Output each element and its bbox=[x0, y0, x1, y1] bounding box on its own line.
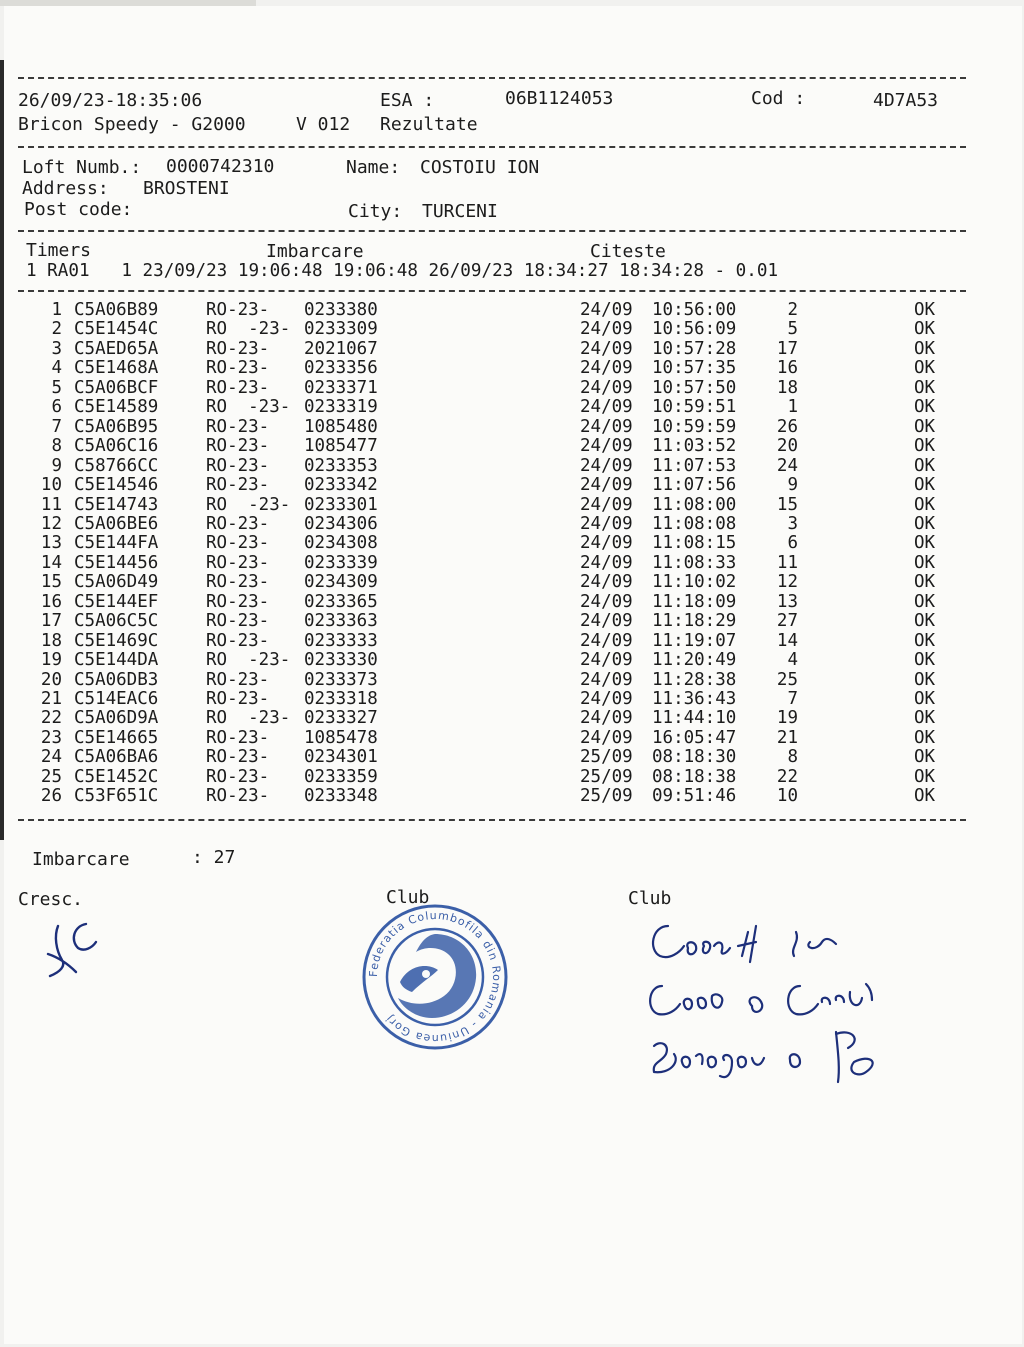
status-ok: OK bbox=[914, 708, 936, 729]
timer-line: 1 RA01 1 23/09/23 19:06:48 19:06:48 26/09/23 18:34:27 18:34:28 - 0.01 bbox=[26, 261, 779, 281]
status-ok: OK bbox=[914, 300, 936, 320]
arrival-time: 11:19:07 bbox=[652, 630, 737, 651]
arrival-date: 24/09 bbox=[580, 397, 633, 418]
row-index: 26 bbox=[40, 786, 62, 807]
club-handwritten-signature-icon bbox=[640, 912, 900, 1092]
basket-position: 15 bbox=[776, 494, 798, 515]
ring-code: C5A06BE6 bbox=[74, 513, 159, 534]
ring-number: 0233371 bbox=[304, 377, 378, 398]
ring-code: C5A06BCF bbox=[74, 377, 159, 398]
status-ok: OK bbox=[914, 494, 936, 515]
row-index: 4 bbox=[51, 358, 62, 379]
basket-position: 24 bbox=[776, 455, 798, 476]
status-ok: OK bbox=[914, 377, 936, 398]
arrival-time: 09:51:46 bbox=[652, 786, 737, 807]
divider bbox=[18, 230, 966, 232]
row-index: 25 bbox=[40, 766, 62, 787]
arrival-time: 11:36:43 bbox=[652, 689, 737, 709]
status-ok: OK bbox=[914, 591, 936, 612]
arrival-date: 24/09 bbox=[580, 300, 633, 320]
ring-code: C5E14546 bbox=[74, 475, 159, 496]
status-ok: OK bbox=[914, 572, 936, 593]
report-datetime: 26/09/23-18:35:06 bbox=[18, 90, 203, 111]
cresc-label: Cresc. bbox=[18, 889, 84, 910]
basket-position: 27 bbox=[776, 611, 798, 632]
ring-country-year: RO-23- bbox=[206, 377, 270, 398]
arrival-date: 24/09 bbox=[580, 377, 633, 398]
name-label: Name: bbox=[346, 157, 401, 178]
basket-position: 16 bbox=[776, 358, 798, 379]
ring-number: 0233339 bbox=[304, 552, 378, 573]
basket-position: 1 bbox=[787, 397, 798, 418]
loft-value: 0000742310 bbox=[166, 156, 275, 177]
esa-value: 06B1124053 bbox=[505, 88, 614, 109]
ring-code: C5A06BA6 bbox=[74, 747, 159, 768]
ring-code: C5E1469C bbox=[74, 630, 159, 651]
basket-position: 10 bbox=[776, 786, 798, 807]
row-index: 6 bbox=[51, 397, 62, 418]
ring-code: C5E1468A bbox=[74, 358, 159, 379]
arrival-time: 10:56:00 bbox=[652, 300, 737, 320]
basket-position: 21 bbox=[776, 727, 798, 748]
table-row bbox=[0, 630, 1024, 652]
arrival-time: 11:07:56 bbox=[652, 475, 737, 496]
status-ok: OK bbox=[914, 455, 936, 476]
arrival-date: 24/09 bbox=[580, 611, 633, 632]
status-ok: OK bbox=[914, 747, 936, 768]
ring-country-year: RO-23- bbox=[206, 669, 270, 690]
arrival-date: 24/09 bbox=[580, 630, 633, 651]
arrival-time: 10:59:59 bbox=[652, 416, 737, 437]
table-row bbox=[0, 788, 1024, 807]
status-ok: OK bbox=[914, 436, 936, 457]
arrival-date: 24/09 bbox=[580, 475, 633, 496]
table-row bbox=[0, 477, 1024, 496]
ring-number: 1085480 bbox=[304, 416, 378, 437]
ring-number: 0233319 bbox=[304, 397, 378, 418]
loft-label: Loft Numb.: bbox=[22, 157, 142, 178]
status-ok: OK bbox=[914, 650, 936, 671]
ring-number: 0233365 bbox=[304, 591, 378, 612]
table-row bbox=[0, 652, 1024, 671]
ring-country-year: RO-23- bbox=[206, 786, 270, 807]
arrival-time: 11:08:00 bbox=[652, 494, 737, 515]
arrival-time: 11:10:02 bbox=[652, 572, 737, 593]
ring-code: C5A06B95 bbox=[74, 416, 159, 437]
status-ok: OK bbox=[914, 338, 936, 359]
ring-country-year: RO-23- bbox=[206, 689, 270, 709]
ring-code: C514EAC6 bbox=[74, 689, 159, 709]
table-row bbox=[0, 321, 1024, 340]
ring-country-year: RO-23- bbox=[206, 475, 270, 496]
status-ok: OK bbox=[914, 416, 936, 437]
ring-country-year: RO-23- bbox=[206, 513, 270, 534]
arrival-date: 24/09 bbox=[580, 572, 633, 593]
status-ok: OK bbox=[914, 475, 936, 496]
basket-position: 9 bbox=[787, 475, 798, 496]
ring-number: 0233327 bbox=[304, 708, 378, 729]
citeste-col-label: Citeste bbox=[590, 241, 666, 262]
row-index: 23 bbox=[40, 727, 62, 748]
row-index: 17 bbox=[40, 611, 62, 632]
arrival-time: 11:03:52 bbox=[652, 436, 737, 457]
device-version: V 012 bbox=[296, 114, 351, 135]
arrival-date: 24/09 bbox=[580, 416, 633, 437]
ring-country-year: RO -23- bbox=[206, 397, 291, 418]
status-ok: OK bbox=[914, 319, 936, 340]
basket-position: 3 bbox=[787, 513, 798, 534]
arrival-date: 24/09 bbox=[580, 727, 633, 748]
basket-position: 7 bbox=[787, 689, 798, 709]
table-row bbox=[0, 669, 1024, 691]
ring-number: 0233380 bbox=[304, 300, 378, 320]
ring-country-year: RO-23- bbox=[206, 552, 270, 573]
arrival-time: 10:57:28 bbox=[652, 338, 737, 359]
divider bbox=[18, 290, 966, 292]
ring-country-year: RO-23- bbox=[206, 455, 270, 476]
ring-number: 1085478 bbox=[304, 727, 378, 748]
basket-position: 22 bbox=[776, 766, 798, 787]
arrival-date: 24/09 bbox=[580, 689, 633, 709]
table-row bbox=[0, 494, 1024, 516]
ring-number: 0234308 bbox=[304, 533, 378, 554]
scan-edge bbox=[0, 0, 256, 6]
status-ok: OK bbox=[914, 727, 936, 748]
breeder-signature-icon bbox=[40, 914, 110, 984]
ring-code: C5E14589 bbox=[74, 397, 159, 418]
imbarcare-total-label: Imbarcare bbox=[32, 849, 130, 870]
table-row bbox=[0, 613, 1024, 632]
ring-code: C5E144DA bbox=[74, 650, 159, 671]
arrival-date: 24/09 bbox=[580, 533, 633, 554]
ring-country-year: RO-23- bbox=[206, 300, 270, 320]
ring-number: 0233363 bbox=[304, 611, 378, 632]
table-row bbox=[0, 591, 1024, 613]
table-row bbox=[0, 535, 1024, 554]
row-index: 24 bbox=[40, 747, 62, 768]
status-ok: OK bbox=[914, 552, 936, 573]
status-ok: OK bbox=[914, 533, 936, 554]
arrival-date: 24/09 bbox=[580, 494, 633, 515]
ring-code: C5A06B89 bbox=[74, 300, 159, 320]
ring-number: 0234301 bbox=[304, 747, 378, 768]
arrival-date: 24/09 bbox=[580, 436, 633, 457]
arrival-date: 24/09 bbox=[580, 552, 633, 573]
ring-number: 0233301 bbox=[304, 494, 378, 515]
cod-label: Cod : bbox=[751, 88, 806, 109]
status-ok: OK bbox=[914, 689, 936, 709]
ring-code: C5A06C5C bbox=[74, 611, 159, 632]
arrival-date: 24/09 bbox=[580, 650, 633, 671]
basket-position: 26 bbox=[776, 416, 798, 437]
club-label-stamp: Club bbox=[386, 887, 430, 908]
ring-country-year: RO-23- bbox=[206, 416, 270, 437]
row-index: 18 bbox=[40, 630, 62, 651]
table-row bbox=[0, 710, 1024, 729]
arrival-time: 10:57:35 bbox=[652, 358, 737, 379]
table-row bbox=[0, 691, 1024, 710]
arrival-date: 24/09 bbox=[580, 513, 633, 534]
arrival-date: 24/09 bbox=[580, 669, 633, 690]
city-label: City: bbox=[348, 201, 403, 222]
table-row bbox=[0, 438, 1024, 457]
basket-position: 20 bbox=[776, 436, 798, 457]
name-value: COSTOIU ION bbox=[420, 157, 540, 178]
ring-code: C53F651C bbox=[74, 786, 159, 807]
ring-country-year: RO-23- bbox=[206, 436, 270, 457]
ring-number: 0233318 bbox=[304, 689, 378, 709]
status-ok: OK bbox=[914, 397, 936, 418]
arrival-date: 25/09 bbox=[580, 747, 633, 768]
basket-position: 19 bbox=[776, 708, 798, 729]
stamp-text: Federatia Columbofila din Romania - Uniunea Gorj bbox=[366, 908, 504, 1046]
row-index: 20 bbox=[40, 669, 62, 690]
ring-number: 0234309 bbox=[304, 572, 378, 593]
imbarcare-col-label: Imbarcare bbox=[266, 241, 364, 262]
row-index: 14 bbox=[40, 552, 62, 573]
basket-position: 14 bbox=[776, 630, 798, 651]
ring-code: C5A06DB3 bbox=[74, 669, 159, 690]
timers-label: Timers bbox=[26, 240, 92, 261]
postcode-label: Post code: bbox=[24, 199, 133, 220]
arrival-date: 24/09 bbox=[580, 319, 633, 340]
table-row bbox=[0, 416, 1024, 438]
ring-code: C5A06D9A bbox=[74, 708, 159, 729]
ring-country-year: RO -23- bbox=[206, 650, 291, 671]
ring-number: 2021067 bbox=[304, 338, 378, 359]
divider bbox=[18, 146, 966, 148]
arrival-date: 25/09 bbox=[580, 766, 633, 787]
ring-code: C58766CC bbox=[74, 455, 159, 476]
row-index: 8 bbox=[51, 436, 62, 457]
row-index: 5 bbox=[51, 377, 62, 398]
ring-country-year: RO-23- bbox=[206, 533, 270, 554]
ring-number: 0233373 bbox=[304, 669, 378, 690]
report-type: Rezultate bbox=[380, 114, 478, 135]
status-ok: OK bbox=[914, 786, 936, 807]
arrival-date: 24/09 bbox=[580, 358, 633, 379]
row-index: 12 bbox=[40, 513, 62, 534]
ring-code: C5E144FA bbox=[74, 533, 159, 554]
table-row bbox=[0, 727, 1024, 749]
arrival-time: 11:08:08 bbox=[652, 513, 737, 534]
table-row bbox=[0, 513, 1024, 535]
table-row bbox=[0, 455, 1024, 477]
basket-position: 8 bbox=[787, 747, 798, 768]
ring-country-year: RO-23- bbox=[206, 591, 270, 612]
ring-country-year: RO-23- bbox=[206, 358, 270, 379]
row-index: 9 bbox=[51, 455, 62, 476]
arrival-date: 25/09 bbox=[580, 786, 633, 807]
basket-position: 13 bbox=[776, 591, 798, 612]
status-ok: OK bbox=[914, 630, 936, 651]
status-ok: OK bbox=[914, 611, 936, 632]
table-row bbox=[0, 338, 1024, 360]
arrival-time: 11:07:53 bbox=[652, 455, 737, 476]
arrival-time: 11:18:29 bbox=[652, 611, 737, 632]
row-index: 22 bbox=[40, 708, 62, 729]
arrival-time: 10:59:51 bbox=[652, 397, 737, 418]
table-row bbox=[0, 377, 1024, 399]
ring-country-year: RO -23- bbox=[206, 319, 291, 340]
ring-number: 0233353 bbox=[304, 455, 378, 476]
row-index: 3 bbox=[51, 338, 62, 359]
arrival-time: 16:05:47 bbox=[652, 727, 737, 748]
device-name: Bricon Speedy - G2000 bbox=[18, 114, 246, 135]
ring-number: 0233309 bbox=[304, 319, 378, 340]
ring-code: C5E144EF bbox=[74, 591, 159, 612]
basket-position: 2 bbox=[787, 300, 798, 320]
ring-number: 0233330 bbox=[304, 650, 378, 671]
arrival-time: 08:18:30 bbox=[652, 747, 737, 768]
ring-number: 0234306 bbox=[304, 513, 378, 534]
ring-country-year: RO-23- bbox=[206, 747, 270, 768]
club-label-signature: Club bbox=[628, 888, 672, 909]
table-row bbox=[0, 302, 1024, 321]
basket-position: 5 bbox=[787, 319, 798, 340]
ring-number: 0233333 bbox=[304, 630, 378, 651]
row-index: 16 bbox=[40, 591, 62, 612]
row-index: 10 bbox=[40, 475, 62, 496]
basket-position: 12 bbox=[776, 572, 798, 593]
table-row bbox=[0, 360, 1024, 379]
arrival-time: 11:08:15 bbox=[652, 533, 737, 554]
ring-number: 0233342 bbox=[304, 475, 378, 496]
row-index: 15 bbox=[40, 572, 62, 593]
city-value: TURCENI bbox=[422, 201, 498, 222]
ring-code: C5E14743 bbox=[74, 494, 159, 515]
ring-number: 0233356 bbox=[304, 358, 378, 379]
status-ok: OK bbox=[914, 513, 936, 534]
cod-value: 4D7A53 bbox=[873, 90, 939, 111]
basket-position: 11 bbox=[776, 552, 798, 573]
ring-country-year: RO -23- bbox=[206, 494, 291, 515]
club-stamp-icon bbox=[360, 902, 510, 1052]
table-row bbox=[0, 574, 1024, 593]
status-ok: OK bbox=[914, 358, 936, 379]
table-row bbox=[0, 552, 1024, 574]
divider bbox=[18, 819, 966, 821]
ring-number: 1085477 bbox=[304, 436, 378, 457]
basket-position: 17 bbox=[776, 338, 798, 359]
arrival-time: 11:18:09 bbox=[652, 591, 737, 612]
divider bbox=[18, 77, 966, 79]
esa-label: ESA : bbox=[380, 90, 435, 111]
ring-country-year: RO-23- bbox=[206, 611, 270, 632]
ring-code: C5E14665 bbox=[74, 727, 159, 748]
arrival-date: 24/09 bbox=[580, 455, 633, 476]
row-index: 13 bbox=[40, 533, 62, 554]
address-label: Address: bbox=[22, 178, 109, 199]
table-row bbox=[0, 399, 1024, 418]
table-row bbox=[0, 749, 1024, 768]
ring-code: C5E14456 bbox=[74, 552, 159, 573]
basket-position: 25 bbox=[776, 669, 798, 690]
ring-country-year: RO -23- bbox=[206, 708, 291, 729]
row-index: 1 bbox=[51, 300, 62, 320]
ring-number: 0233359 bbox=[304, 766, 378, 787]
ring-code: C5E1452C bbox=[74, 766, 159, 787]
row-index: 7 bbox=[51, 416, 62, 437]
ring-country-year: RO-23- bbox=[206, 630, 270, 651]
ring-code: C5E1454C bbox=[74, 319, 159, 340]
ring-code: C5A06C16 bbox=[74, 436, 159, 457]
basket-position: 4 bbox=[787, 650, 798, 671]
status-ok: OK bbox=[914, 766, 936, 787]
arrival-time: 11:28:38 bbox=[652, 669, 737, 690]
row-index: 19 bbox=[40, 650, 62, 671]
table-row bbox=[0, 766, 1024, 788]
row-index: 2 bbox=[51, 319, 62, 340]
arrival-time: 11:20:49 bbox=[652, 650, 737, 671]
arrival-time: 08:18:38 bbox=[652, 766, 737, 787]
ring-country-year: RO-23- bbox=[206, 766, 270, 787]
arrival-time: 10:56:09 bbox=[652, 319, 737, 340]
arrival-time: 11:44:10 bbox=[652, 708, 737, 729]
ring-code: C5AED65A bbox=[74, 338, 159, 359]
address-value: BROSTENI bbox=[143, 178, 230, 199]
row-index: 11 bbox=[40, 494, 62, 515]
arrival-date: 24/09 bbox=[580, 708, 633, 729]
arrival-date: 24/09 bbox=[580, 338, 633, 359]
basket-position: 6 bbox=[787, 533, 798, 554]
ring-country-year: RO-23- bbox=[206, 727, 270, 748]
status-ok: OK bbox=[914, 669, 936, 690]
basket-position: 18 bbox=[776, 377, 798, 398]
arrival-time: 10:57:50 bbox=[652, 377, 737, 398]
ring-country-year: RO-23- bbox=[206, 572, 270, 593]
ring-code: C5A06D49 bbox=[74, 572, 159, 593]
arrival-time: 11:08:33 bbox=[652, 552, 737, 573]
ring-country-year: RO-23- bbox=[206, 338, 270, 359]
row-index: 21 bbox=[40, 689, 62, 709]
arrival-date: 24/09 bbox=[580, 591, 633, 612]
imbarcare-total-value: : 27 bbox=[192, 847, 236, 868]
ring-number: 0233348 bbox=[304, 786, 378, 807]
